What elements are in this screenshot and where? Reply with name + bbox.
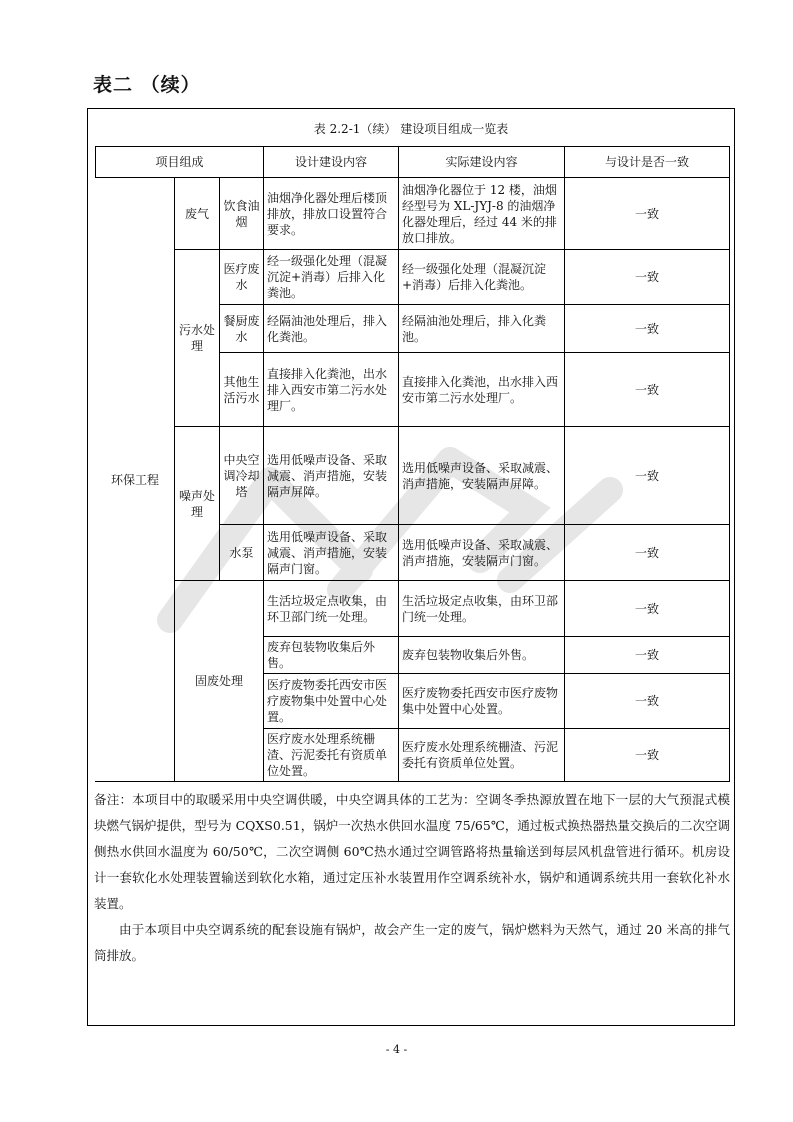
- actual-content: 选用低噪声设备、采取减震、消声措施，安装隔声屏障。: [399, 427, 565, 525]
- consistency-result: 一致: [565, 674, 730, 729]
- design-content: 经一级强化处理（混凝沉淀+消毒）后排入化粪池。: [264, 250, 399, 305]
- design-content: 油烟净化器处理后楼顶排放，排放口设置符合要求。: [264, 178, 399, 250]
- sub-item: 水泵: [220, 525, 264, 581]
- remarks: [94, 787, 730, 969]
- actual-content: 医疗废水处理系统栅渣、污泥委托有资质单位处置。: [399, 729, 565, 782]
- actual-content: 选用低噪声设备、采取减震、消声措施，安装隔声门窗。: [399, 525, 565, 581]
- section-title: 表二 （续）: [93, 74, 201, 96]
- consistency-result: 一致: [565, 525, 730, 581]
- actual-content: 经一级强化处理（混凝沉淀+消毒）后排入化粪池。: [399, 250, 565, 305]
- actual-content: 油烟净化器位于 12 楼，油烟经型号为 XL-JYJ-8 的油烟净化器处理后，经过 44 米的排放口排放。: [399, 178, 565, 250]
- sub-item: 其他生活污水: [220, 353, 264, 427]
- group-waste-gas: 废气: [175, 178, 220, 250]
- table-header-row: [96, 147, 730, 178]
- table-row: [96, 178, 730, 250]
- design-content: 选用低噪声设备、采取减震、消声措施，安装隔声屏障。: [264, 427, 399, 525]
- header-consistent: 与设计是否一致: [565, 147, 730, 178]
- actual-content: 废弃包装物收集后外售。: [399, 637, 565, 674]
- sub-item: 饮食油烟: [220, 178, 264, 250]
- remarks-paragraph: 由于本项目中央空调系统的配套设施有锅炉，故会产生一定的废气，锅炉燃料为天然气，通过 20 米高的排气筒排放。: [94, 922, 730, 963]
- design-content: 选用低噪声设备、采取减震、消声措施，安装隔声门窗。: [264, 525, 399, 581]
- consistency-result: 一致: [565, 637, 730, 674]
- sub-item: 餐厨废水: [220, 305, 264, 353]
- table-row: [96, 581, 730, 637]
- design-content: 直接排入化粪池，出水排入西安市第二污水处理厂。: [264, 353, 399, 427]
- consistency-result: 一致: [565, 427, 730, 525]
- table-caption: 表 2.2-1（续） 建设项目组成一览表: [313, 122, 509, 136]
- sub-item: 医疗废水: [220, 250, 264, 305]
- consistency-result: 一致: [565, 581, 730, 637]
- consistency-result: 一致: [565, 729, 730, 782]
- group-sewage: 污水处理: [175, 250, 220, 427]
- consistency-result: 一致: [565, 250, 730, 305]
- consistency-result: 一致: [565, 178, 730, 250]
- header-actual: 实际建设内容: [399, 147, 565, 178]
- actual-content: 经隔油池处理后，排入化粪池。: [399, 305, 565, 353]
- sub-item: 中央空调冷却塔: [220, 427, 264, 525]
- remarks-paragraph: 备注：本项目中的取暖采用中央空调供暖，中央空调具体的工艺为：空调冬季热源放置在地下一层的大气预混式模块燃气锅炉提供，型号为 CQXS0.51，锅炉一次热水供回水温度 75/65℃，通过板式换热器热量交换后的二次空调侧热水供回水温度为 60/50℃，二次空调侧 60℃热水通过空调管路将热量输送到每层风机盘管进行循环。机房设计一套软化水处理装置输送到软化水箱，通过定压补水装置用作空调系统补水，锅炉和通调系统共用一套软化补水装置。: [94, 792, 730, 911]
- group-noise: 噪声处理: [175, 427, 220, 581]
- project-composition-table: [95, 146, 730, 782]
- design-content: 经隔油池处理后，排入化粪池。: [264, 305, 399, 353]
- design-content: 废弃包装物收集后外售。: [264, 637, 399, 674]
- category-cell: 环保工程: [96, 178, 175, 782]
- consistency-result: 一致: [565, 353, 730, 427]
- table-row: [96, 427, 730, 525]
- page-number: - 4 -: [385, 1043, 408, 1056]
- actual-content: 直接排入化粪池，出水排入西安市第二污水处理厂。: [399, 353, 565, 427]
- header-design: 设计建设内容: [264, 147, 399, 178]
- design-content: 医疗废物委托西安市医疗废物集中处置中心处置。: [264, 674, 399, 729]
- actual-content: 生活垃圾定点收集，由环卫部门统一处理。: [399, 581, 565, 637]
- design-content: 医疗废水处理系统栅渣、污泥委托有资质单位处置。: [264, 729, 399, 782]
- document-frame: [87, 108, 735, 1026]
- table-row: [96, 250, 730, 305]
- design-content: 生活垃圾定点收集，由环卫部门统一处理。: [264, 581, 399, 637]
- consistency-result: 一致: [565, 305, 730, 353]
- group-solid-waste: 固废处理: [175, 581, 264, 782]
- header-composition: 项目组成: [96, 147, 264, 178]
- actual-content: 医疗废物委托西安市医疗废物集中处置中心处置。: [399, 674, 565, 729]
